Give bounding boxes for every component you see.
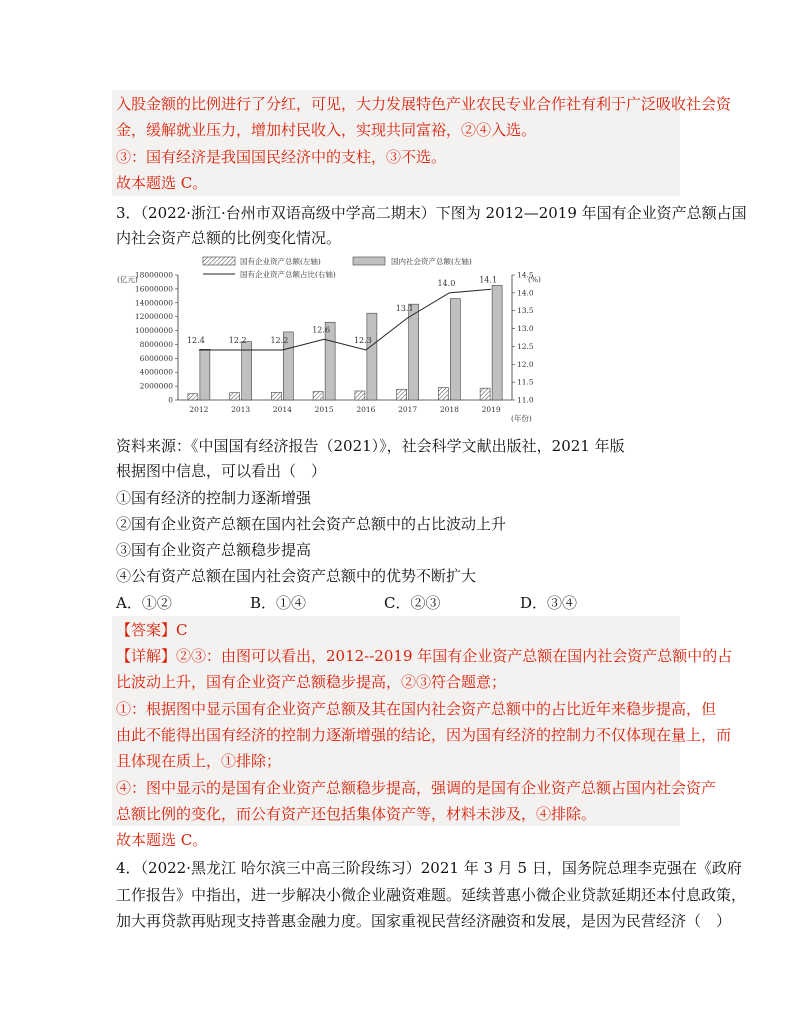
prev-answer-line3: ③：国有经济是我国国民经济中的支柱，③不选。 [116, 148, 447, 166]
q3-detail-4: 由此不能得出国有经济的控制力逐渐增强的结论，因为国有经济的控制力不仅体现在量上，而 [116, 726, 732, 744]
x-tick-label: 2014 [272, 405, 292, 414]
x-tick-label: 2016 [356, 405, 376, 414]
x-tick-label: 2017 [398, 405, 418, 414]
asset-ratio-chart [115, 252, 545, 427]
bar-state-assets [230, 393, 240, 400]
right-tick-label: 11.5 [517, 377, 534, 387]
q4-stem-line3: 加大再贷款再贴现支持普惠金融力度。国家重视民营经济融资和发展，是因为民营经济（ ） [116, 912, 732, 930]
q3-detail-7: 总额比例的变化，而公有资产还包括集体资产等，材料未涉及，④排除。 [116, 805, 597, 823]
ratio-data-label: 12.4 [186, 336, 205, 345]
left-tick-label: 2000000 [139, 381, 173, 391]
ratio-data-label: 13.1 [395, 303, 414, 313]
option-a[interactable]: A．①② [116, 594, 172, 612]
prev-answer-line2: 金，缓解就业压力，增加村民收入，实现共同富裕，②④入选。 [116, 121, 537, 139]
q3-answer: 【答案】C [116, 621, 188, 639]
x-tick-label: 2019 [481, 405, 501, 414]
left-tick-label: 16000000 [134, 284, 173, 294]
legend-social-assets: 国内社会资产总额(左轴) [391, 257, 472, 266]
right-tick-label: 12.0 [517, 359, 534, 369]
option-b[interactable]: B．①④ [250, 594, 307, 612]
x-tick-label: 2012 [189, 405, 209, 414]
bar-state-assets [397, 389, 407, 400]
x-tick-label: 2018 [439, 405, 459, 414]
q3-source: 资料来源：《中国国有经济报告（2021）》，社会科学文献出版社，2021 年版 [116, 437, 625, 455]
left-tick-label: 18000000 [134, 270, 173, 280]
ratio-data-label: 14.1 [479, 275, 498, 285]
left-tick-label: 0 [168, 395, 173, 405]
q3-item-4: ④公有资产总额在国内社会资产总额中的优势不断扩大 [116, 567, 477, 585]
legend-state-assets: 国有企业资产总额(左轴) [240, 257, 321, 266]
prev-answer-line1: 入股金额的比例进行了分红，可见，大力发展特色产业农民专业合作社有利于广泛吸收社会资 [116, 95, 732, 113]
legend-ratio: 国有企业资产总额占比(右轴) [240, 270, 336, 279]
right-tick-label: 14.5 [517, 270, 534, 280]
bar-state-assets [480, 388, 490, 400]
ratio-data-label: 14.0 [437, 278, 456, 288]
right-tick-label: 13.0 [517, 324, 534, 334]
bar-social-assets [367, 313, 377, 400]
bar-state-assets [313, 392, 323, 400]
q3-stem-line2: 内社会资产总额的比例变化情况。 [116, 229, 342, 247]
q3-detail-6: ④：图中显示的是国有企业资产总额稳步提高，强调的是国有企业资产总额占国内社会资产 [116, 779, 717, 797]
bar-social-assets [492, 285, 502, 400]
q3-detail-2: 比波动上升，国有企业资产总额稳步提高，②③符合题意； [116, 673, 507, 691]
q3-detail-3: ①：根据图中显示国有企业资产总额及其在国内社会资产总额中的占比近年来稳步提高，但 [116, 700, 717, 718]
left-axis-unit: (亿元) [117, 275, 138, 284]
right-tick-label: 13.5 [517, 306, 534, 316]
bar-state-assets [271, 392, 281, 400]
ratio-data-label: 12.6 [312, 325, 331, 335]
q3-stem-line1: 3．（2022·浙江·台州市双语高级中学高二期末）下图为 2012—2019 年国有企业资产总额占国 [116, 204, 747, 222]
left-tick-label: 6000000 [139, 353, 173, 363]
x-axis-unit: (年份) [511, 414, 532, 423]
q3-conclusion: 故本题选 C。 [116, 831, 208, 849]
q4-stem-line2: 工作报告》中指出，进一步解决小微企业融资难题。延续普惠小微企业贷款延期还本付息政策， [116, 886, 747, 904]
q3-detail-1: 【详解】②③：由图可以看出，2012--2019 年国有企业资产总额在国内社会资产总额中的占 [116, 647, 733, 665]
q3-item-1: ①国有经济的控制力逐渐增强 [116, 489, 312, 507]
q4-stem-line1: 4．（2022·黑龙江 哈尔滨三中高三阶段练习）2021 年 3 月 5 日，国务院总理李克强在《政府 [116, 859, 742, 877]
bar-state-assets [438, 388, 448, 401]
left-tick-label: 12000000 [134, 312, 173, 322]
q3-detail-5: 且体现在质上，①排除； [116, 752, 282, 770]
bar-social-assets [450, 299, 460, 400]
left-tick-label: 8000000 [139, 339, 173, 349]
x-tick-label: 2013 [231, 405, 251, 414]
chart-legend [203, 256, 472, 279]
x-tick-label: 2015 [314, 405, 334, 414]
prev-answer-conclusion: 故本题选 C。 [116, 174, 208, 192]
right-tick-label: 12.5 [517, 341, 534, 351]
q3-prompt: 根据图中信息，可以看出（ ） [116, 462, 327, 480]
ratio-data-label: 12.2 [228, 336, 247, 345]
q3-item-3: ③国有企业资产总额稳步提高 [116, 541, 312, 559]
bar-state-assets [355, 391, 365, 400]
bar-state-assets [188, 394, 198, 400]
ratio-data-label: 12.3 [353, 336, 372, 345]
left-tick-label: 10000000 [134, 326, 173, 336]
right-tick-label: 11.0 [517, 395, 534, 405]
left-tick-label: 4000000 [139, 367, 173, 377]
left-tick-label: 14000000 [134, 298, 173, 308]
bar-social-assets [409, 304, 419, 400]
ratio-data-label: 12.2 [270, 336, 289, 345]
option-c[interactable]: C．②③ [384, 594, 441, 612]
right-tick-label: 14.0 [517, 288, 534, 298]
option-d[interactable]: D．③④ [520, 594, 578, 612]
q3-item-2: ②国有企业资产总额在国内社会资产总额中的占比波动上升 [116, 515, 507, 533]
bar-social-assets [200, 349, 210, 400]
right-axis-unit: (%) [528, 275, 541, 284]
